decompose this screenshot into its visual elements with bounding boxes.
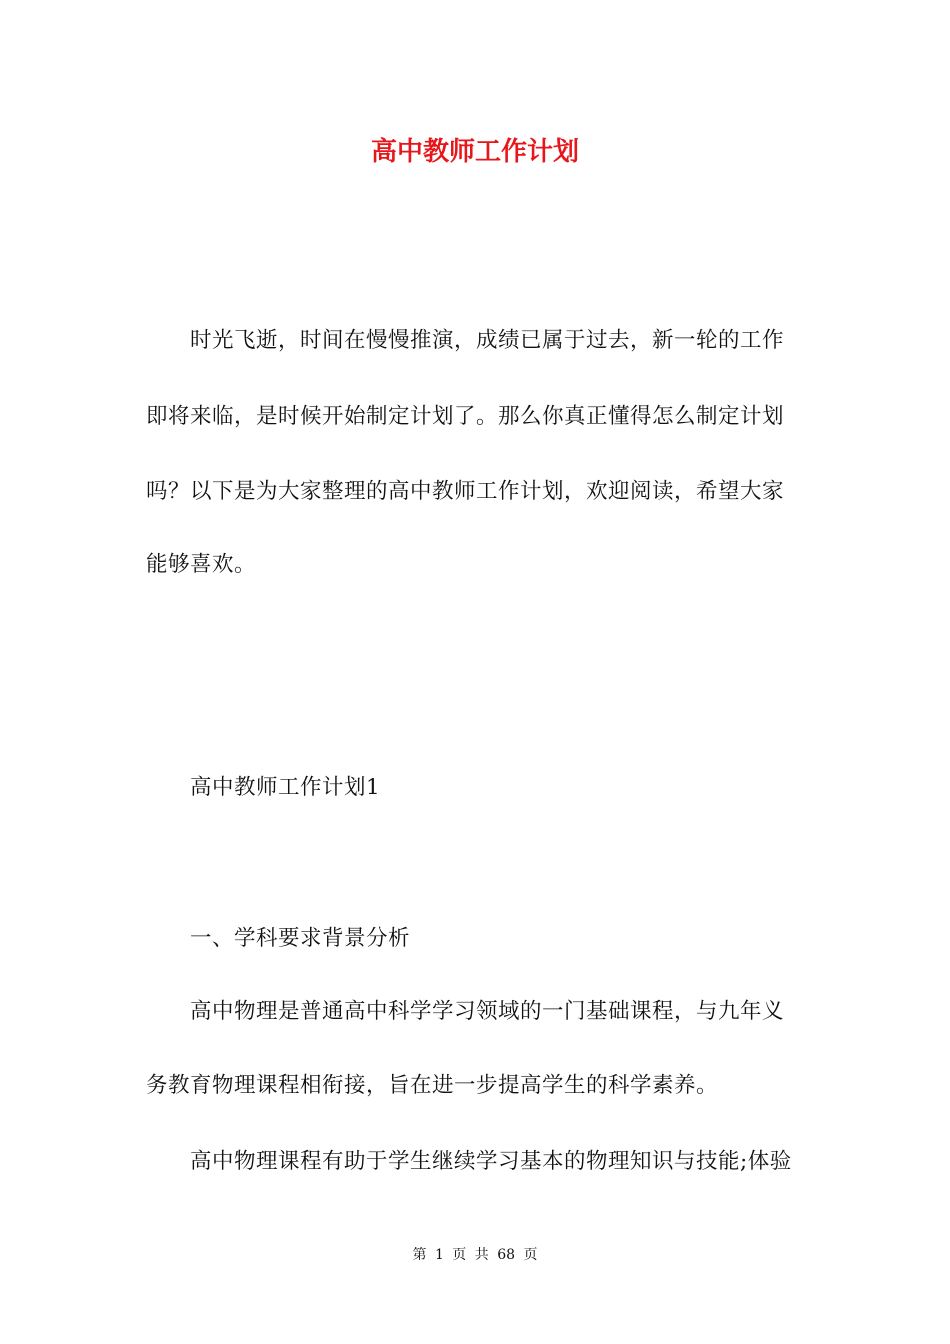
intro-line-3: 吗？以下是为大家整理的高中教师工作计划，欢迎阅读，希望大家	[146, 479, 785, 504]
paragraph-2-line-1: 高中物理课程有助于学生继续学习基本的物理知识与技能;体验	[190, 1149, 792, 1174]
document-title: 高中教师工作计划	[370, 137, 579, 167]
subsection-heading: 一、学科要求背景分析	[190, 926, 411, 951]
page-number-footer: 第 1 页 共 68 页	[412, 1247, 538, 1263]
intro-line-4: 能够喜欢。	[146, 552, 257, 577]
intro-line-1: 时光飞逝，时间在慢慢推演，成绩已属于过去，新一轮的工作	[190, 328, 785, 353]
paragraph-1-line-1: 高中物理是普通高中科学学习领域的一门基础课程，与九年义	[190, 999, 785, 1024]
paragraph-1-line-2: 务教育物理课程相衔接，旨在进一步提高学生的科学素养。	[146, 1073, 719, 1098]
section-heading: 高中教师工作计划1	[190, 775, 381, 800]
intro-line-2: 即将来临，是时候开始制定计划了。那么你真正懂得怎么制定计划	[146, 404, 785, 429]
